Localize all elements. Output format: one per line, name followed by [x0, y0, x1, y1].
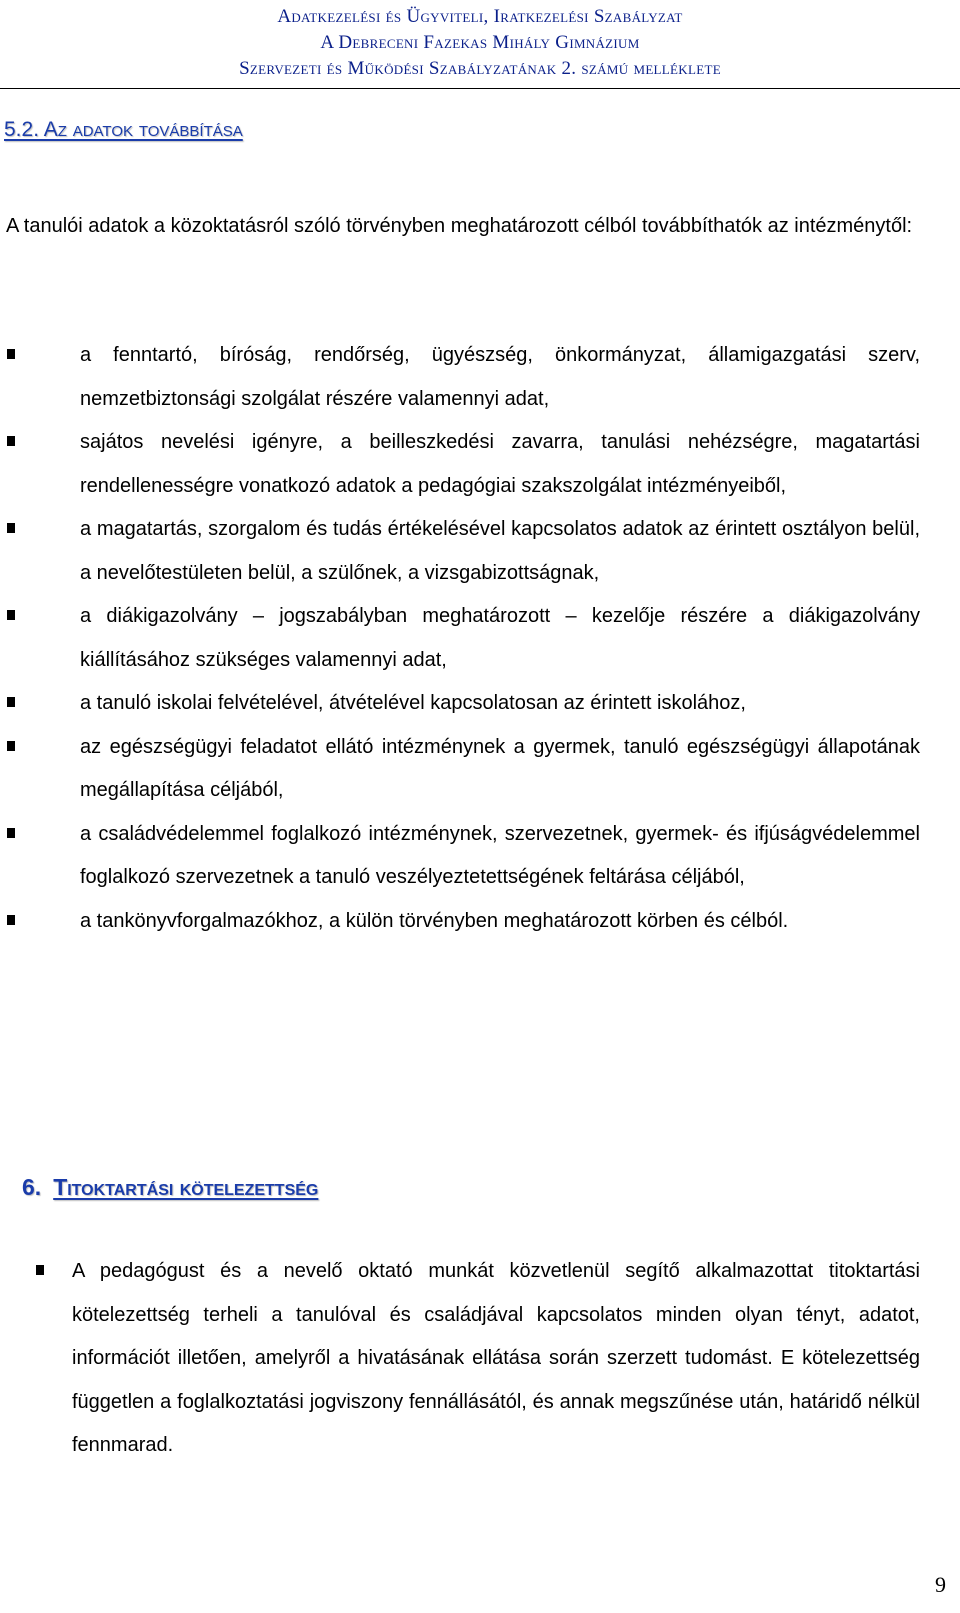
header-line-2: A Debreceni Fazekas Mihály Gimnázium: [320, 32, 640, 53]
list-item: a fenntartó, bíróság, rendőrség, ügyészség, önkormányzat, államigazgatási szerv, nemzetbiztonsági szolgálat részére valamennyi adat,: [80, 334, 920, 421]
section-title: Titoktartási kötelezettség: [53, 1174, 319, 1200]
section-heading-6: [22, 1174, 318, 1201]
list-item: a tanuló iskolai felvételével, átvételével kapcsolatosan az érintett iskolához,: [80, 682, 920, 726]
confidentiality-list: [0, 1250, 960, 1468]
square-bullet-icon: [7, 915, 15, 925]
header-divider: [0, 88, 960, 89]
list-item: A pedagógust és a nevelő oktató munkát közvetlenül segítő alkalmazottat titoktartási kötelezettség terheli a tanulóval és családjával kapcsolatos minden olyan tényt, adatot, információt illetően, amelyről a hivatásának ellátása során szerzett tudomást. E kötelezettség független a foglalkoztatási jogviszony fennállásától, és annak megszűnése után, határidő nélkül fennmarad.: [72, 1250, 920, 1468]
square-bullet-icon: [7, 828, 15, 838]
square-bullet-icon: [36, 1265, 44, 1275]
square-bullet-icon: [7, 523, 15, 533]
section-heading-5-2: 5.2. Az adatok továbbítása: [4, 118, 243, 141]
list-item: a diákigazolvány – jogszabályban meghatározott – kezelője részére a diákigazolvány kiállításához szükséges valamennyi adat,: [80, 595, 920, 682]
list-item: a tankönyvforgalmazókhoz, a külön törvényben meghatározott körben és célból.: [80, 900, 920, 944]
section-intro-paragraph: A tanulói adatok a közoktatásról szóló törvényben meghatározott célból továbbíthatók az intézménytől:: [6, 215, 913, 237]
header-line-3: Szervezeti és Működési Szabályzatának 2. számú melléklete: [239, 58, 721, 79]
list-item: az egészségügyi feladatot ellátó intézménynek a gyermek, tanuló egészségügyi állapotának megállapítása céljából,: [80, 726, 920, 813]
header-line-1: Adatkezelési és Ügyviteli, Iratkezelési Szabályzat: [277, 6, 683, 27]
square-bullet-icon: [7, 741, 15, 751]
transfer-recipients-list: [0, 334, 960, 943]
square-bullet-icon: [7, 349, 15, 359]
square-bullet-icon: [7, 697, 15, 707]
list-item: a magatartás, szorgalom és tudás értékelésével kapcsolatos adatok az érintett osztályon belül, a nevelőtestületen belül, a szülőnek, a vizsgabizottságnak,: [80, 508, 920, 595]
square-bullet-icon: [7, 610, 15, 620]
list-item: sajátos nevelési igényre, a beilleszkedési zavarra, tanulási nehézségre, magatartási rendellenességre vonatkozó adatok a pedagógiai szakszolgálat intézményeiből,: [80, 421, 920, 508]
page-number: 9: [935, 1572, 946, 1597]
list-item: a családvédelemmel foglalkozó intézménynek, szervezetnek, gyermek- és ifjúságvédelemmel foglalkozó szervezetnek a tanuló veszélyeztetettségének feltárása céljából,: [80, 813, 920, 900]
document-header: [0, 4, 960, 82]
square-bullet-icon: [7, 436, 15, 446]
section-number: 6.: [22, 1174, 42, 1200]
